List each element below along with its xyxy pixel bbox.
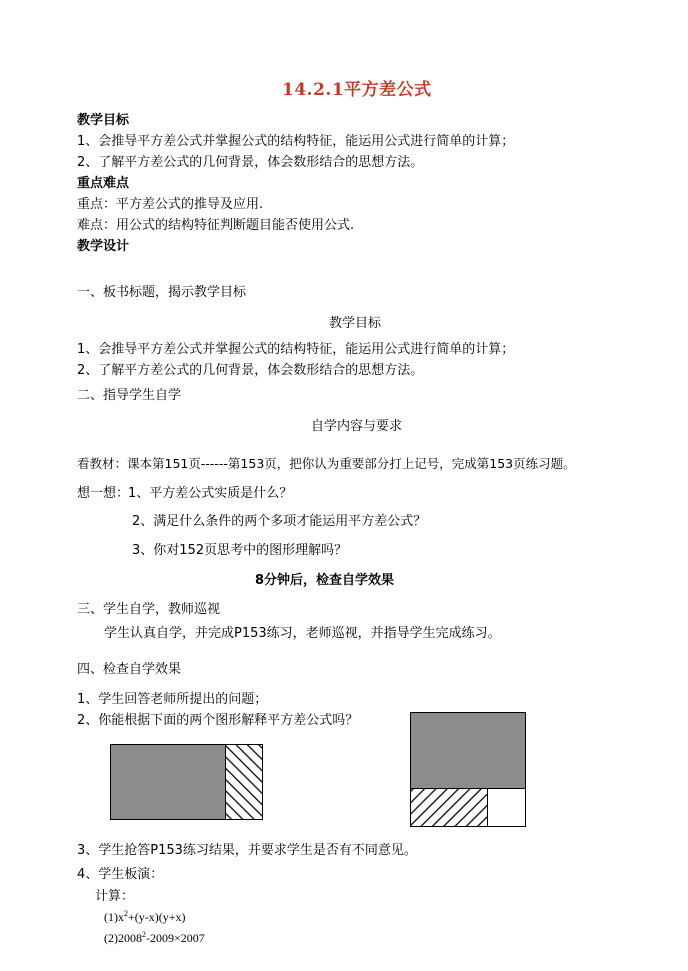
goal-line: 2、了解平方差公式的几何背景，体会数形结合的思想方法。 xyxy=(77,155,424,170)
goal-line: 2、了解平方差公式的几何背景，体会数形结合的思想方法。 xyxy=(77,363,424,378)
goals-heading: 教学目标 xyxy=(77,113,130,128)
calc-label: 计算： xyxy=(95,889,135,904)
part4-item: 4、学生板演： xyxy=(77,867,164,882)
gray-rectangle xyxy=(111,745,226,820)
goal-line: 1、会推导平方差公式并掌握公式的结构特征，能运用公式进行简单的计算； xyxy=(77,342,515,357)
gray-block xyxy=(411,713,526,789)
part1-center-title: 教学目标 xyxy=(329,316,382,331)
question-item: 3、你对152页思考中的图形理解吗？ xyxy=(132,543,348,558)
key-point-line: 重点：平方差公式的推导及应用. xyxy=(77,197,264,212)
part4-item: 2、你能根据下面的两个图形解释平方差公式吗？ xyxy=(77,713,359,728)
calc-expression-2: $(2)2008^2-2009\times 2007$ xyxy=(104,930,205,945)
part4-item: 3、学生抢答P153练习结果，并要求学生是否有不同意见。 xyxy=(77,843,417,858)
part4-item: 1、学生回答老师所提出的问题； xyxy=(77,692,268,707)
page-title: 14.2.1平方差公式 xyxy=(282,80,432,100)
difficulty-line: 难点：用公式的结构特征判断题目能否使用公式. xyxy=(77,218,355,233)
white-square xyxy=(488,789,526,827)
part4-heading: 四、检查自学效果 xyxy=(77,662,182,677)
hatched-block xyxy=(411,789,488,827)
part3-heading: 三、学生自学，教师巡视 xyxy=(77,602,221,617)
part2-center-title: 自学内容与要求 xyxy=(311,419,403,434)
read-instruction: 看教材：课本第151页------第153页，把你认为重要部分打上记号，完成第153页练习题。 xyxy=(77,456,576,471)
question-item: 1、平方差公式实质是什么？ xyxy=(128,486,293,501)
think-prefix: 想一想： xyxy=(77,486,130,501)
key-points-heading: 重点难点 xyxy=(77,176,130,191)
calc-expression-1: $(1)x^2+(y-x)(y+x)$ xyxy=(104,909,186,924)
hatched-strip xyxy=(226,745,263,820)
design-heading: 教学设计 xyxy=(77,239,130,254)
figure-rectangle-strip xyxy=(110,744,264,820)
part3-text: 学生认真自学，并完成P153练习，老师巡视，并指导学生完成练习。 xyxy=(104,626,501,641)
check-title: 8分钟后，检查自学效果 xyxy=(255,573,395,588)
figure-square-cutout xyxy=(410,712,527,828)
goal-line: 1、会推导平方差公式并掌握公式的结构特征，能运用公式进行简单的计算； xyxy=(77,134,515,149)
question-item: 2、满足什么条件的两个多项才能运用平方差公式？ xyxy=(132,514,427,529)
part2-heading: 二、指导学生自学 xyxy=(77,388,182,403)
part1-heading: 一、板书标题，揭示教学目标 xyxy=(77,285,247,300)
